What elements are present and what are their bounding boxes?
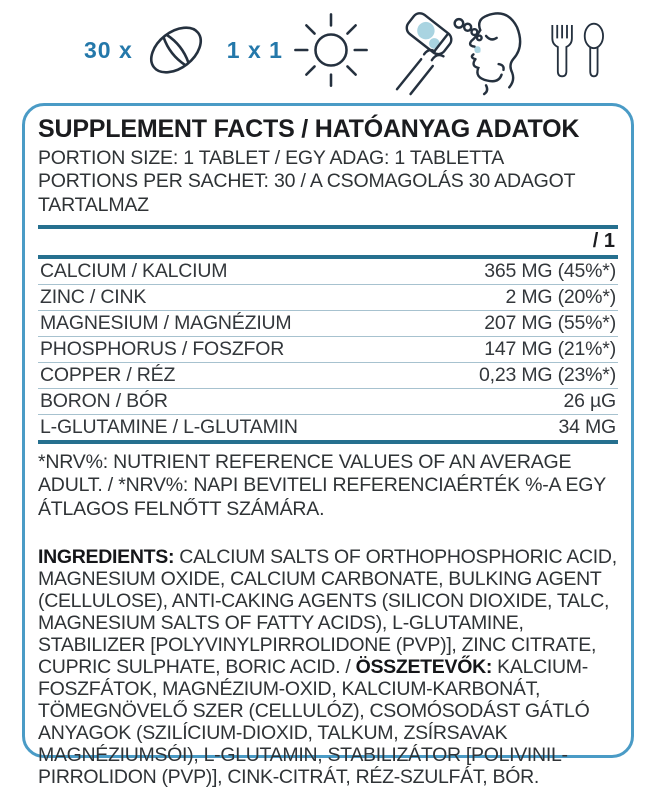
table-bottom-rule: [38, 440, 618, 444]
nutrient-amount: 365 MG (45%*): [484, 260, 616, 283]
dose-label: 1 x 1: [226, 36, 283, 63]
portions-per-sachet-line: PORTIONS PER SACHET: 30 / A CSOMAGOLÁS 30 ADAGOT TARTALMAZ: [38, 170, 575, 216]
nutrient-amount: 207 MG (55%*): [484, 312, 616, 335]
nutrient-name: PHOSPHORUS / FOSZFOR: [40, 337, 285, 360]
nrv-note: *NRV%: NUTRIENT REFERENCE VALUES OF AN AVERAGE ADULT. / *NRV%: NAPI BEVITELI REFERENCIAÉRTÉK %-A EGY ÁTLAGOS FELNŐTT SZÁMÁRA.: [38, 450, 606, 521]
ingredients-label-hu: ÖSSZETEVŐK:: [355, 656, 493, 679]
nutrient-name: CALCIUM / KALCIUM: [40, 260, 228, 283]
nutrient-name: BORON / BÓR: [40, 389, 168, 412]
nutrient-row: [38, 337, 618, 363]
nutrient-row: [38, 363, 618, 389]
nutrient-amount: 34 MG: [558, 415, 616, 438]
ingredients-text-en: CALCIUM SALTS OF ORTHOPHOSPHORIC ACID, MAGNESIUM OXIDE, CALCIUM CARBONATE, BULKING AGENT (CELLULOSE), ANTI-CAKING AGENTS (SILICON DIOXIDE, TALC, MAGNESIUM SALTS OF FATTY ACIDS), L-GLUTAMINE, STABILIZER [POLYVINYLPIRROLIDONE (PVP)], ZINC CITRATE, CUPRIC SULPHATE, BORIC ACID. /: [38, 545, 617, 679]
nutrient-row: [38, 311, 618, 337]
nutrient-row: [38, 285, 618, 311]
usage-icons-row: [0, 0, 656, 100]
nutrient-row: [38, 415, 618, 440]
nutrient-amount: 26 µG: [563, 389, 616, 412]
ingredients-text-hu: KALCIUM-FOSZFÁTOK, MAGNÉZIUM-OXID, KALCIUM-KARBONÁT, TÖMEGNÖVELŐ SZER (CELLULÓZ), CSOMÓSODÁST GÁTLÓ ANYAGOK (SZILÍCIUM-DIOXID, TALKUM, ZSÍRSAVAK MAGNÉZIUMSÓI), L-GLUTAMIN, STABILIZÁTOR [POLIVINIL-PIRROLIDON (PVP)], CINK-CITRÁT, RÉZ-SZULFÁT, BÓR.: [38, 656, 590, 788]
nutrient-amount: 0,23 MG (23%*): [478, 363, 616, 386]
nutrient-row: [38, 259, 618, 285]
tablet-icon: [143, 11, 209, 89]
nutrient-name: ZINC / CINK: [40, 286, 147, 309]
drinking-person-icon: [389, 4, 525, 96]
nutrient-name: L-GLUTAMINE / L-GLUTAMIN: [40, 415, 298, 438]
tablet-count-label: 30 x: [84, 36, 133, 63]
nutrient-table: [38, 259, 618, 439]
nutrient-row: [38, 389, 618, 415]
nutrient-name: MAGNESIUM / MAGNÉZIUM: [40, 312, 292, 335]
portion-size-line: PORTION SIZE: 1 TABLET / EGY ADAG: 1 TABLETTA: [38, 147, 505, 169]
nutrient-amount: 2 MG (20%*): [505, 286, 616, 309]
supplement-facts-panel: [22, 103, 634, 788]
per-portion-column-header: / 1: [592, 230, 615, 253]
nutrient-amount: 147 MG (21%*): [484, 337, 616, 360]
ingredients-paragraph: [38, 546, 618, 788]
nutrient-name: COPPER / RÉZ: [40, 363, 176, 386]
ingredients-label-en: INGREDIENTS:: [38, 545, 175, 568]
panel-title: SUPPLEMENT FACTS / HATÓANYAG ADATOK: [38, 115, 580, 143]
fork-and-spoon-icon: [545, 7, 611, 93]
sun-icon: [289, 6, 373, 94]
